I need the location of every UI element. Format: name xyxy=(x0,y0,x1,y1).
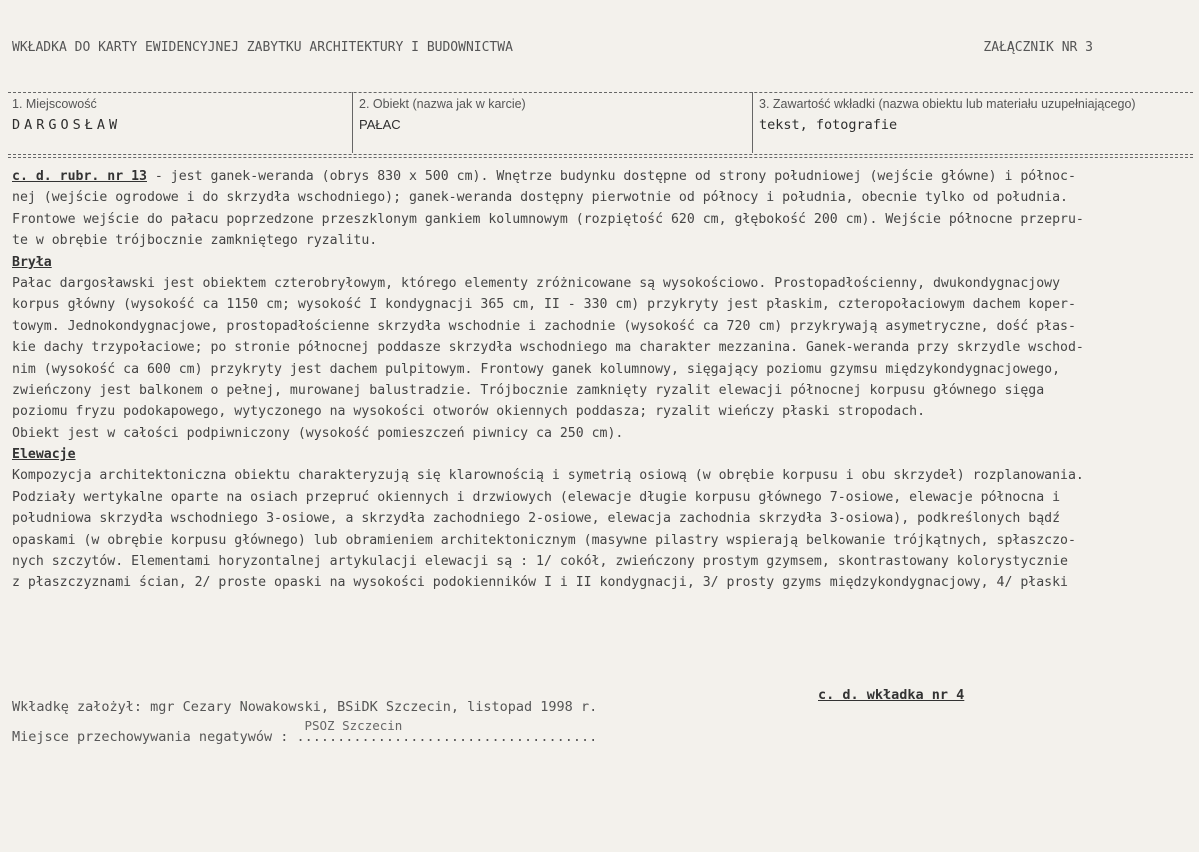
text-line: opaskami (w obrębie korpusu głównego) lub obramieniem architektonicznym (masywne pilastry wspierają belkowanie trójkątnych, spłaszczo- xyxy=(12,532,1076,548)
field-place xyxy=(8,92,350,153)
text-line: poziomu fryzu podokapowego, wytyczonego na wysokości otworów okiennych poddasza; ryzalit wieńczy płaski stropodach. xyxy=(12,404,926,420)
text-line: korpus główny (wysokość ca 1150 cm; wysokość I kondygnacji 365 cm, II - 330 cm) przykryty jest płaskim, czteropołaciowym dachem koper- xyxy=(12,297,1076,313)
text-line: Podziały wertykalne oparte na osiach przepruć okiennych i drzwiowych (elewacje długie korpusu głównego 7-osiowe, elewacje północna i xyxy=(12,489,1061,505)
heading-bryla: Bryła xyxy=(12,254,52,270)
text-line: towym. Jednokondygnacjowe, prostopadłościenne skrzydła wschodnie i zachodnie (wysokość ca 720 cm) przykrywają asymetryczne, dość płas- xyxy=(12,318,1076,334)
storage-label: Miejsce przechowywania negatywów : xyxy=(12,729,297,745)
text-line: południowa skrzydła wschodniego 3-osiowe, a skrzydła zachodniego 2-osiowe, elewacja zachodnia skrzydła 3-osiowa), podkreślonych bądź xyxy=(12,511,1061,527)
rubric-reference: c. d. rubr. nr 13 xyxy=(12,169,147,184)
storage-value: PSOZ Szczecin xyxy=(304,718,403,733)
place-label: 1. Miejscowość xyxy=(12,97,97,111)
continuation-note: c. d. wkładka nr 4 xyxy=(818,687,965,703)
divider-mid xyxy=(8,154,1193,155)
place-value: DARGOSŁAW xyxy=(12,117,122,133)
description-body xyxy=(12,166,1194,594)
text-line: nej (wejście ogrodowe i do skrzydła wschodniego); ganek-weranda dostępny pierwotnie od północy i południa, obecnie tylko od południa. xyxy=(12,190,1068,206)
text-line: Kompozycja architektoniczna obiektu charakteryzują się klarownością i symetrią osiową (w obrębie korpusu i obu skrzydeł) rozplanowania. xyxy=(12,468,1084,484)
section-heading-elewacje xyxy=(12,444,1194,465)
object-value: PAŁAC xyxy=(359,117,401,132)
intro-line xyxy=(12,166,1194,187)
intro-text: - jest ganek-weranda (obrys 830 x 500 cm). Wnętrze budynku dostępne od strony południowej (wejście główne) i północ- xyxy=(146,169,1076,184)
content-label: 3. Zawartość wkładki (nazwa obiektu lub materiału uzupełniającego) xyxy=(759,97,1136,111)
heading-elewacje: Elewacje xyxy=(12,447,76,463)
author-label: Wkładkę założył: xyxy=(12,699,151,715)
text-line: nim (wysokość ca 600 cm) przykryty jest dachem pulpitowym. Frontowy ganek kolumnowy, sięgający poziomu gzymsu międzykondygnacjowego, xyxy=(12,361,1061,377)
text-line: te w obrębie trójbocznie zamkniętego ryzalitu. xyxy=(12,233,378,249)
header-fields xyxy=(8,92,1193,153)
author-value: mgr Cezary Nowakowski, BSiDK Szczecin, listopad 1998 r. xyxy=(150,699,598,715)
text-line: zwieńczony jest balkonem o pełnej, murowanej balustradzie. Trójbocznie zamknięty ryzalit elewacji północnej korpusu głównego sięga xyxy=(12,382,1045,398)
section-heading-bryla xyxy=(12,252,1194,273)
storage-line xyxy=(12,718,598,745)
form-title: WKŁADKA DO KARTY EWIDENCYJNEJ ZABYTKU ARCHITEKTURY I BUDOWNICTWA xyxy=(12,40,513,55)
storage-fill xyxy=(296,718,598,745)
divider-mid-2 xyxy=(8,157,1193,158)
text-line: Frontowe wejście do pałacu poprzedzone przeszklonym gankiem kolumnowym (rozpiętość 620 cm, głębokość 200 cm). Wejście północne przepru- xyxy=(12,211,1084,227)
text-line: kie dachy trzypołaciowe; po stronie północnej poddasze skrzydła wschodniego ma charakter mezzanina. Ganek-weranda przy skrzydle wschod- xyxy=(12,340,1084,356)
field-content xyxy=(752,92,1193,153)
field-object xyxy=(352,92,751,153)
content-value: tekst, fotografie xyxy=(759,117,898,133)
storage-dots: ..................................... xyxy=(296,729,598,745)
text-line: Obiekt jest w całości podpiwniczony (wysokość pomieszczeń piwnicy ca 250 cm). xyxy=(12,425,624,441)
text-line: nych szczytów. Elementami horyzontalnej artykulacji elewacji są : 1/ cokół, zwieńczony prostym gzymsem, skontrastowany kolorystycznie xyxy=(12,554,1068,570)
object-label: 2. Obiekt (nazwa jak w karcie) xyxy=(359,97,526,111)
annex-number: ZAŁĄCZNIK NR 3 xyxy=(983,40,1093,55)
text-line: z płaszczyznami ścian, 2/ proste opaski na wysokości podokienników I i II kondygnacji, 3/ prosty gzyms międzykondygnacjowy, 4/ płaski xyxy=(12,575,1068,591)
author-line xyxy=(12,699,597,715)
text-line: Pałac dargosławski jest obiektem czterobryłowym, którego elementy zróżnicowane są wysokościowo. Prostopadłościenny, dwukondygnacjowy xyxy=(12,275,1061,291)
document-header xyxy=(12,40,1187,60)
